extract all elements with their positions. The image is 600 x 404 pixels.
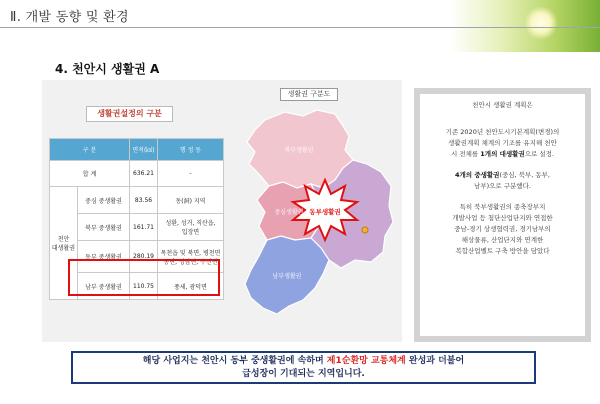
row-area: 280.19 (130, 241, 158, 273)
map-label-east: 동부생활권 (309, 208, 341, 216)
plan-paragraph-2 (420, 170, 585, 192)
table-title: 생활권설정의 구분 (86, 106, 173, 122)
plan-p1-line3a: 시 전체를 (451, 150, 481, 158)
header-admin: 행 정 동 (158, 139, 224, 161)
plan-paragraph-1 (420, 127, 585, 160)
map-title: 생활권 구분도 (280, 88, 338, 101)
map-label-north: 북부생활권 (284, 147, 314, 154)
row-area: 110.75 (130, 273, 158, 300)
plan-p2-line1b: (중심, 북부, 동부, (499, 171, 550, 179)
plan-p3-line1: 특히 북부생활권의 종축장부지 (459, 203, 546, 211)
plan-p1-line3c: 으로 설정. (524, 150, 554, 158)
map-label-south: 남부생활권 (272, 273, 302, 280)
table-row-total (50, 161, 224, 187)
total-admin: - (158, 161, 224, 187)
group-label-line2: 대생활권 (51, 245, 76, 252)
table-header-row (50, 139, 224, 161)
group-label-line1: 천안 (57, 236, 70, 243)
row-admin: 풍세, 광덕면 (158, 273, 224, 300)
plan-description-content (420, 94, 585, 336)
row-name: 북부 중생활권 (78, 214, 130, 241)
callout-line1-b: 완성과 더불어 (405, 356, 465, 366)
row-area: 83.56 (130, 187, 158, 214)
header-category: 구 분 (50, 139, 130, 161)
plan-p1-line2: 생활권계획 체계의 기조를 유지해 천안 (448, 139, 557, 147)
header-decoration-image (450, 0, 600, 52)
living-zone-map (225, 102, 400, 332)
plan-p3-line3: 중남-경기 상생협력권, 경기남부의 (454, 225, 551, 233)
row-name: 남부 중생활권 (78, 273, 130, 300)
plan-title: 천안시 생활권 계획은 (472, 101, 533, 109)
table-row (50, 187, 224, 214)
row-admin-line2: 입장면 (181, 229, 200, 236)
map-label-center: 중심생활권 (274, 209, 304, 216)
page-header-title: Ⅱ. 개발 동향 및 환경 (10, 10, 129, 25)
row-admin-line2: 동면, 성남면, 수신면 (163, 258, 218, 266)
section-title: 4. 천안시 생활권 A (55, 62, 160, 76)
total-label: 합 계 (50, 161, 130, 187)
row-area: 161.71 (130, 214, 158, 241)
total-area: 636.21 (130, 161, 158, 187)
plan-p1-line1: 기존 2020년 천안도시기본계획(변경)의 (445, 128, 560, 136)
callout-line1-a: 해당 사업지는 천안시 동부 중생활권에 속하며 (142, 356, 327, 366)
location-marker-icon (362, 227, 368, 233)
map-svg (225, 102, 400, 332)
plan-p1-bold: 1개의 대생활권 (480, 150, 525, 158)
callout-line2: 급성장이 기대되는 지역입니다. (242, 369, 365, 379)
plan-p3-line5: 복합산업벨트 구축 방안을 담았다 (455, 247, 550, 255)
plan-paragraph-3 (420, 202, 585, 257)
row-admin (158, 214, 224, 241)
plan-p3-line4: 해상물류, 산업단지와 연계한 (461, 236, 544, 244)
row-admin-line1: 목천읍 및 북면, 병천면 (160, 249, 221, 257)
row-admin: 동(洞) 지역 (158, 187, 224, 214)
row-name: 중심 중생활권 (78, 187, 130, 214)
row-admin-line1: 성환, 성거, 직산읍, (165, 220, 216, 227)
summary-callout (71, 351, 536, 384)
plan-p2-bold: 4개의 중생활권 (454, 171, 500, 179)
plan-p3-line2: 개발사업 등 첨단산업단지와 연접한 (452, 214, 553, 222)
header-area: 면적(㎢) (130, 139, 158, 161)
plan-p2-line2: 남부)으로 구분했다. (474, 182, 531, 190)
callout-highlight: 제1순환망 교통체계 (326, 356, 406, 366)
row-name: 동부 중생활권 (78, 241, 130, 273)
header-divider (0, 27, 600, 28)
plan-description-box (414, 88, 591, 342)
highlight-box (68, 259, 220, 296)
